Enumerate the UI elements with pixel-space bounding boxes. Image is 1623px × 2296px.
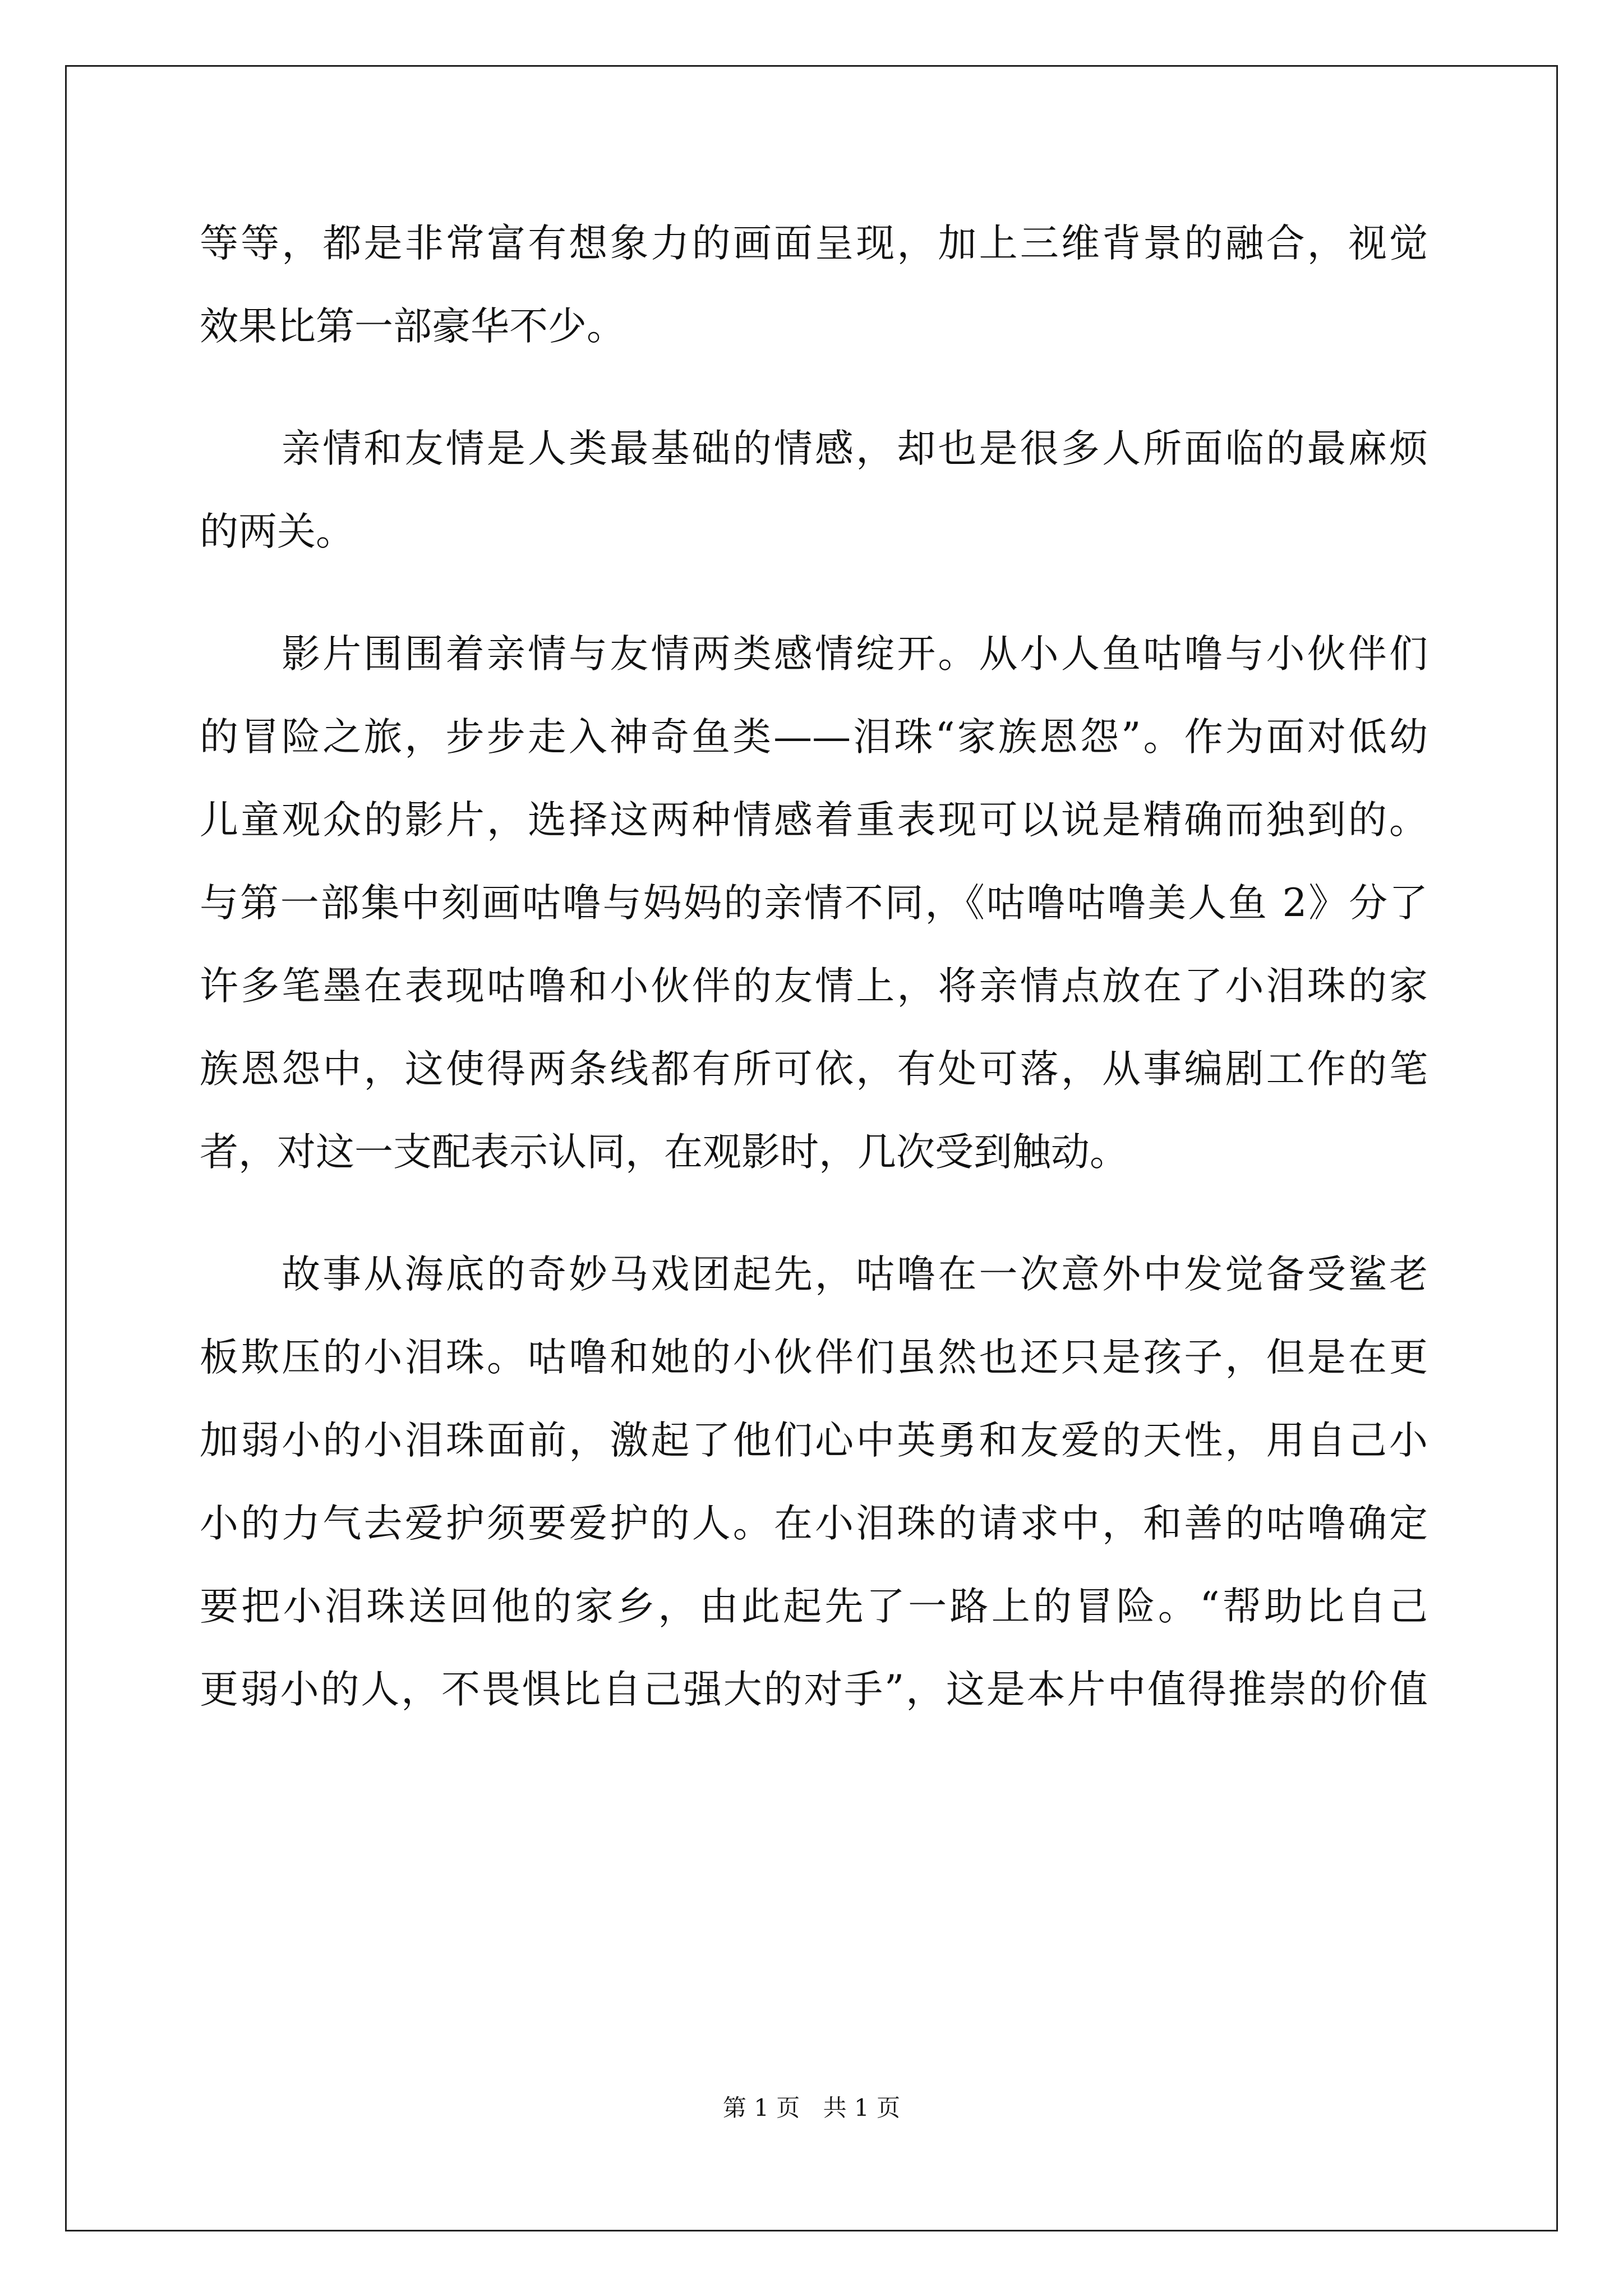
- text-line: 的两关。: [200, 509, 354, 554]
- text-line: 影片围围着亲情与友情两类感情绽开。从小人鱼咕噜与小伙伴们: [282, 632, 1428, 677]
- text-line: 小的力气去爱护须要爱护的人。在小泪珠的请求中，和善的咕噜确定: [200, 1501, 1428, 1546]
- paragraph-gap: [200, 573, 1428, 613]
- page-number: 第 1 页: [722, 2094, 800, 2122]
- text-line: 许多笔墨在表现咕噜和小伙伴的友情上，将亲情点放在了小泪珠的家: [200, 964, 1428, 1009]
- text-line: 效果比第一部豪华不少。: [200, 304, 625, 349]
- document-body: [200, 202, 1428, 1731]
- paragraph-gap: [200, 1194, 1428, 1233]
- text-line: 故事从海底的奇妙马戏团起先，咕噜在一次意外中发觉备受鲨老: [282, 1252, 1428, 1297]
- text-line: 等等，都是非常富有想象力的画面呈现，加上三维背景的融合，视觉: [200, 221, 1428, 266]
- text-line: 更弱小的人，不畏惧比自己强大的对手”，这是本片中值得推崇的价值: [200, 1667, 1428, 1712]
- text-line: 与第一部集中刻画咕噜与妈妈的亲情不同，《咕噜咕噜美人鱼 2》分了: [200, 881, 1428, 926]
- text-line: 板欺压的小泪珠。咕噜和她的小伙伴们虽然也还只是孩子，但是在更: [200, 1335, 1428, 1380]
- text-line: 者，对这一支配表示认同，在观影时，几次受到触动。: [200, 1130, 1128, 1175]
- paragraph-gap: [200, 368, 1428, 407]
- text-line: 亲情和友情是人类最基础的情感，却也是很多人所面临的最麻烦: [282, 426, 1428, 471]
- text-line: 族恩怨中，这使得两条线都有所可依，有处可落，从事编剧工作的笔: [200, 1047, 1428, 1092]
- text-line: 要把小泪珠送回他的家乡，由此起先了一路上的冒险。“帮助比自己: [200, 1584, 1428, 1629]
- text-line: 儿童观众的影片，选择这两种情感着重表现可以说是精确而独到的。: [200, 798, 1428, 843]
- page-total: 共 1 页: [823, 2094, 901, 2122]
- page-footer: [0, 2091, 1623, 2125]
- text-line: 的冒险之旅，步步走入神奇鱼类——泪珠“家族恩怨”。作为面对低幼: [200, 715, 1428, 760]
- text-line: 加弱小的小泪珠面前，激起了他们心中英勇和友爱的天性，用自己小: [200, 1418, 1428, 1463]
